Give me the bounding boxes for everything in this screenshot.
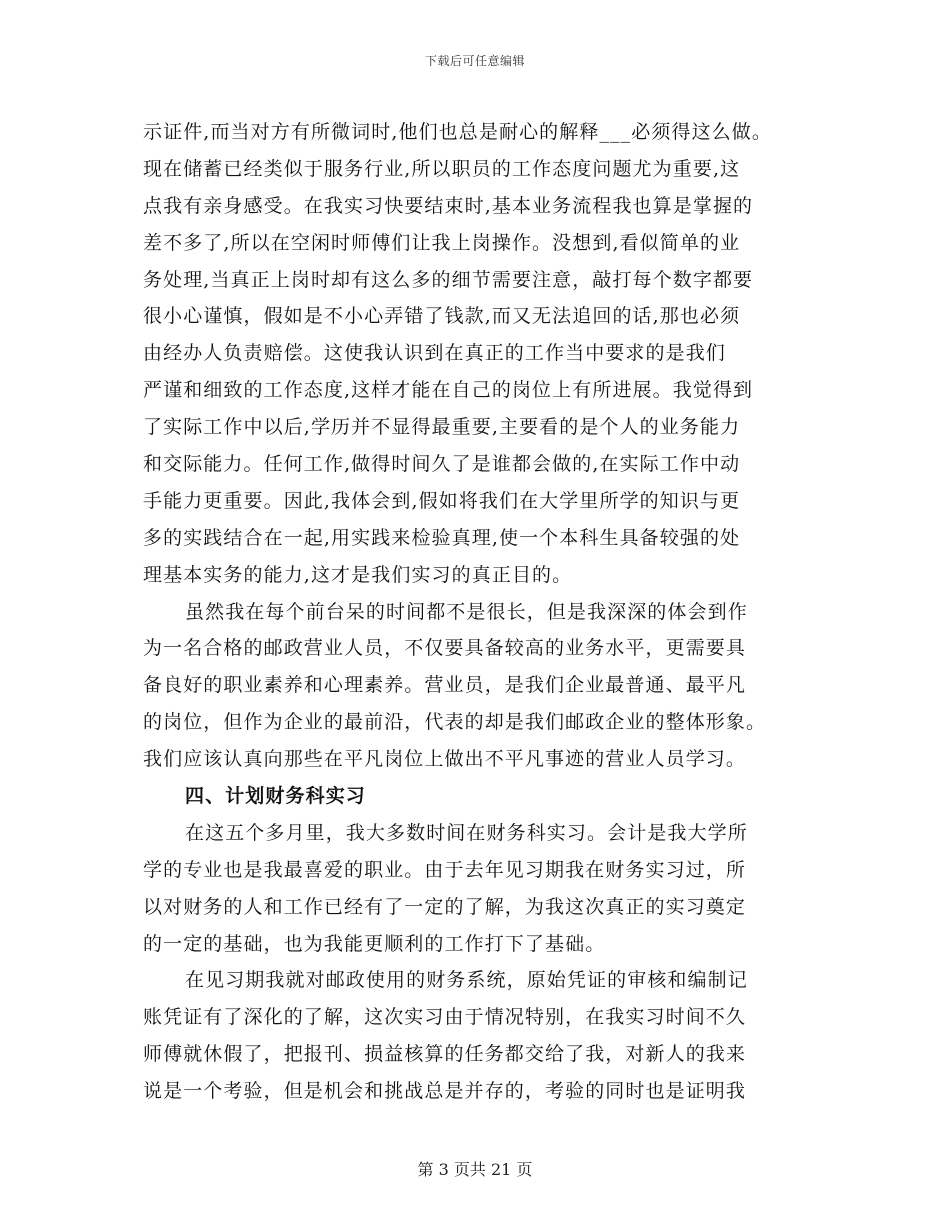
text-line: 点我有亲身感受。在我实习快要结束时,基本业务流程我也算是掌握的 [143, 194, 754, 217]
section-heading: 四、计划财务科实习 [185, 785, 366, 808]
text-line: 示证件,而当对方有所微词时,他们也总是耐心的解释___必须得这么做。 [143, 121, 772, 143]
text-line: 说是一个考验，但是机会和挑战总是并存的，考验的同时也是证明我 [143, 1080, 747, 1103]
text-line: 的一定的基础，也为我能更顺利的工作打下了基础。 [143, 932, 606, 955]
text-line: 师傅就休假了，把报刊、损益核算的任务都交给了我，对新人的我来 [143, 1043, 747, 1066]
page-footer: 第 3 页共 21 页 [417, 1160, 533, 1179]
text-line: 务处理,当真正上岗时却有这么多的细节需要注意，敲打每个数字都要 [143, 268, 754, 291]
text-line: 理基本实务的能力,这才是我们实习的真正目的。 [143, 563, 573, 586]
text-line: 严谨和细致的工作态度,这样才能在自己的岗位上有所进展。我觉得到 [143, 379, 754, 402]
text-line: 账凭证有了深化的了解，这次实习由于情况特别，在我实习时间不久 [143, 1006, 747, 1029]
text-line: 备良好的职业素养和心理素养。营业员，是我们企业最普通、最平凡 [143, 674, 747, 697]
document-body [143, 114, 823, 1110]
text-line: 的岗位，但作为企业的最前沿，代表的却是我们邮政企业的整体形象。 [143, 711, 767, 734]
text-line: 和交际能力。任何工作,做得时间久了是谁都会做的,在实际工作中动 [143, 453, 741, 476]
text-line: 在这五个多月里，我大多数时间在财务科实习。会计是我大学所 [185, 821, 748, 844]
page-header: 下载后可任意编辑 [424, 54, 525, 68]
text-line: 我们应该认真向那些在平凡岗位上做出不平凡事迹的营业人员学习。 [143, 748, 747, 771]
text-line: 手能力更重要。因此,我体会到,假如将我们在大学里所学的知识与更 [143, 489, 741, 512]
text-line: 现在储蓄已经类似于服务行业,所以职员的工作态度问题尤为重要,这 [143, 157, 741, 180]
text-line: 了实际工作中以后,学历并不显得最重要,主要看的是个人的业务能力 [143, 416, 741, 439]
text-line: 由经办人负责赔偿。这使我认识到在真正的工作当中要求的是我们 [143, 342, 726, 365]
text-line: 学的专业也是我最喜爱的职业。由于去年见习期我在财务实习过，所 [143, 858, 747, 881]
text-line: 很小心谨慎，假如是不小心弄错了钱款,而又无法追回的话,那也必须 [143, 305, 741, 328]
text-line: 为一名合格的邮政营业人员，不仅要具备较高的业务水平，更需要具 [143, 637, 747, 660]
text-line: 虽然我在每个前台呆的时间都不是很长，但是我深深的体会到作 [185, 600, 748, 623]
text-line: 多的实践结合在一起,用实践来检验真理,使一个本科生具备较强的处 [143, 526, 741, 549]
text-line: 以对财务的人和工作已经有了一定的了解，为我这次真正的实习奠定 [143, 895, 747, 918]
text-line: 差不多了,所以在空闲时师傅们让我上岗操作。没想到,看似简单的业 [143, 231, 741, 254]
text-line: 在见习期我就对邮政使用的财务系统，原始凭证的审核和编制记 [185, 969, 748, 992]
